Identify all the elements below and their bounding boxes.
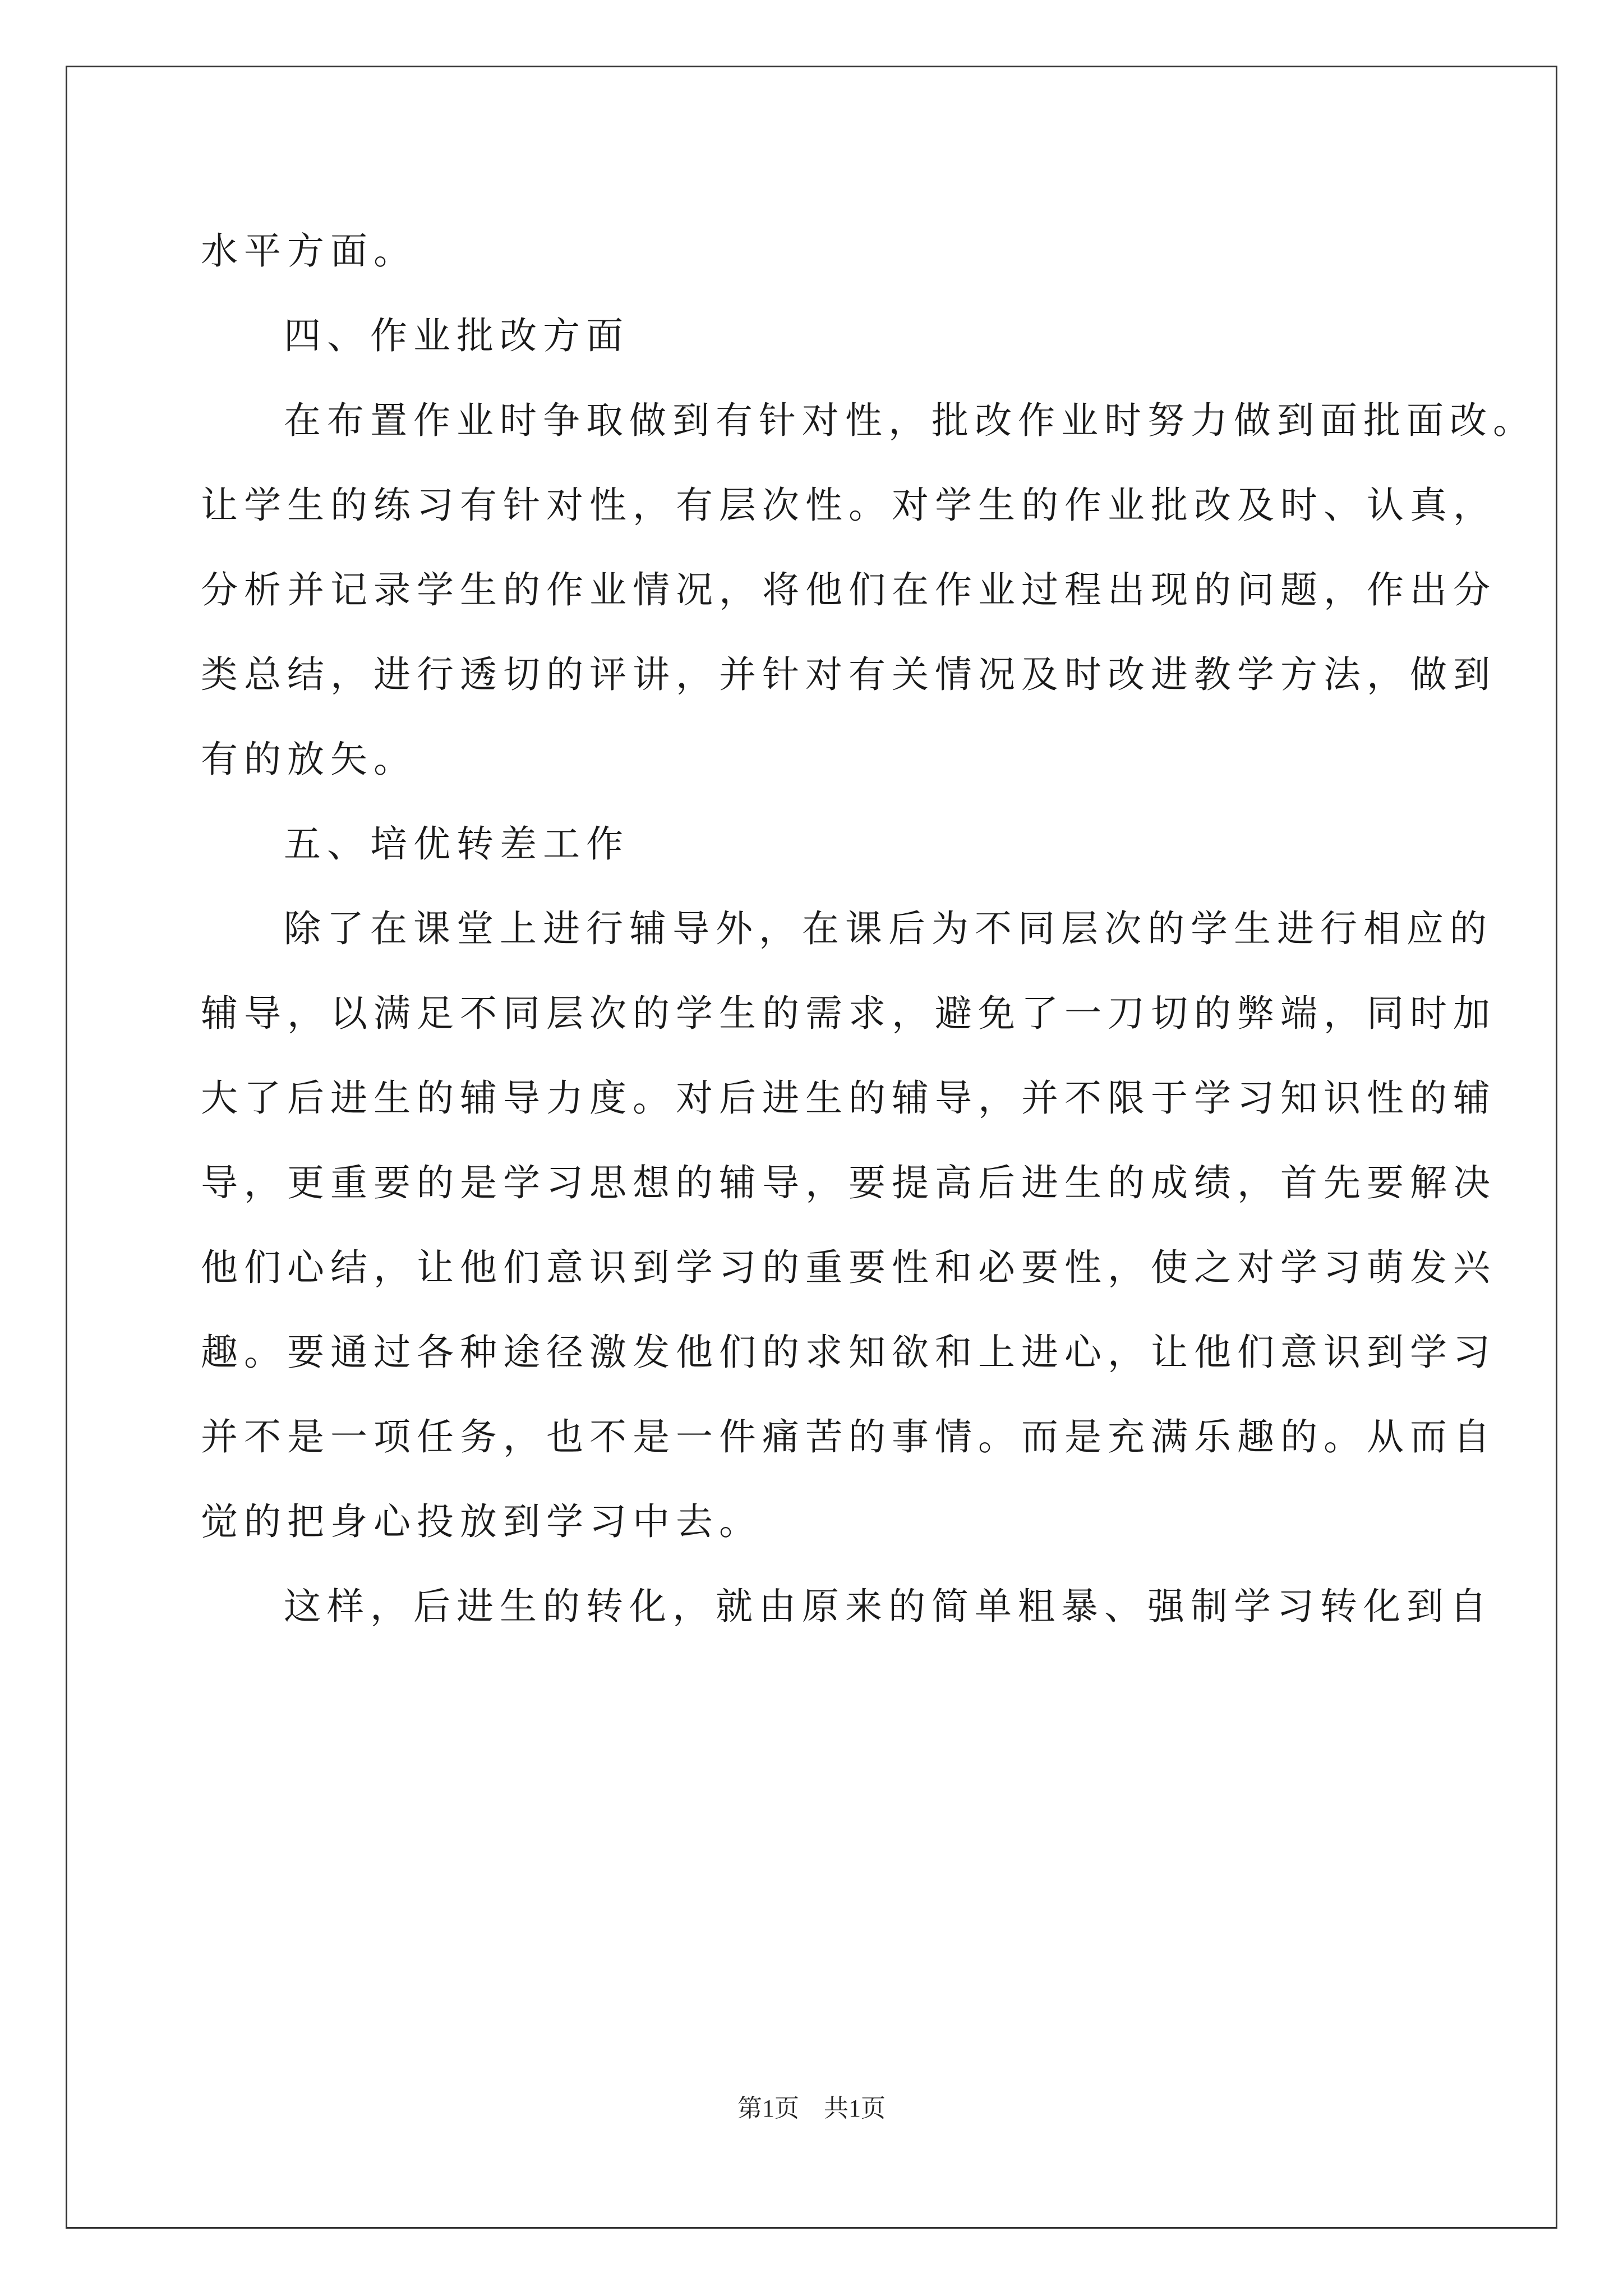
- text-line-14: 趣。要通过各种途径激发他们的求知欲和上进心，让他们意识到学习: [201, 1331, 1496, 1374]
- text-line-11: 大了后进生的辅导力度。对后进生的辅导，并不限于学习知识性的辅: [201, 1076, 1496, 1120]
- text-line-7: 有的放矢。: [201, 738, 417, 781]
- text-line-16: 觉的把身心投放到学习中去。: [201, 1500, 762, 1543]
- section-heading-4: 四、作业批改方面: [284, 314, 629, 357]
- text-line-17: 这样，后进生的转化，就由原来的简单粗暴、强制学习转化到自: [284, 1585, 1493, 1628]
- text-line-5: 分析并记录学生的作业情况，将他们在作业过程出现的问题，作出分: [201, 568, 1496, 611]
- text-line-15: 并不是一项任务，也不是一件痛苦的事情。而是充满乐趣的。从而自: [201, 1415, 1496, 1458]
- text-line-3: 在布置作业时争取做到有针对性，批改作业时努力做到面批面改。: [284, 399, 1536, 442]
- text-line-6: 类总结，进行透切的评讲，并针对有关情况及时改进教学方法，做到: [201, 653, 1496, 696]
- text-line-4: 让学生的练习有针对性，有层次性。对学生的作业批改及时、认真，: [201, 484, 1496, 527]
- text-line-1: 水平方面。: [201, 229, 417, 273]
- text-line-12: 导，更重要的是学习思想的辅导，要提高后进生的成绩，首先要解决: [201, 1161, 1496, 1204]
- text-line-13: 他们心结，让他们意识到学习的重要性和必要性，使之对学习萌发兴: [201, 1246, 1496, 1289]
- page-number-footer: 第1页 共1页: [737, 2095, 886, 2122]
- text-line-10: 辅导，以满足不同层次的学生的需求，避免了一刀切的弊端，同时加: [201, 992, 1496, 1035]
- text-line-9: 除了在课堂上进行辅导外，在课后为不同层次的学生进行相应的: [284, 907, 1493, 950]
- section-heading-5: 五、培优转差工作: [284, 822, 629, 866]
- document-body: [201, 209, 1536, 1649]
